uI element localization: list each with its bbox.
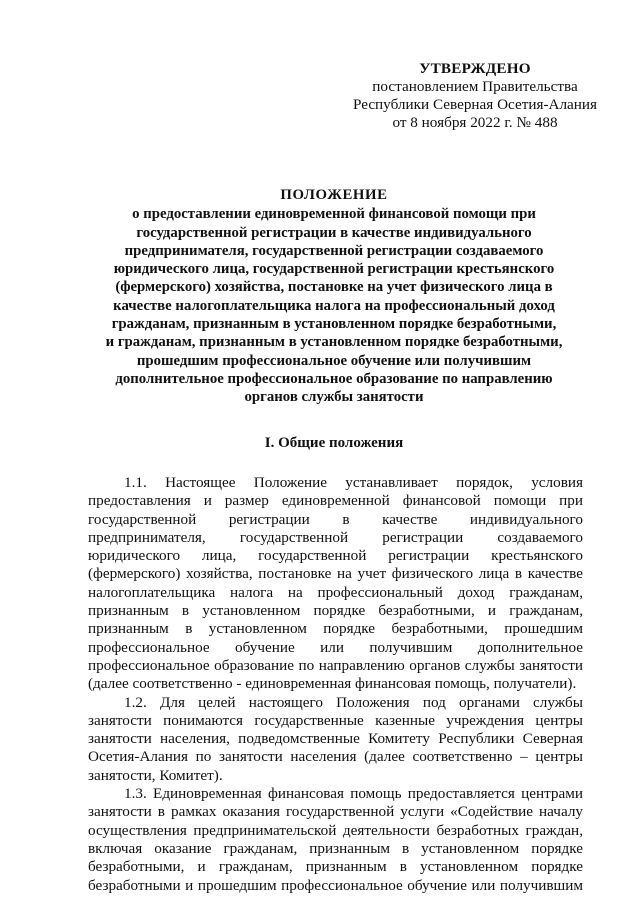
document-title: ПОЛОЖЕНИЕ: [280, 187, 388, 203]
paragraph-1-2: 1.2. Для целей настоящего Положения под органами службы занятости понимаются государственные казенные учреждения центры занятости населения, подведомственные Комитету Республики Северная Осетия-Алания по занятости населения (далее соответственно – центры занятости, Комитет).: [88, 693, 583, 784]
approval-stamp: УТВЕРЖДЕНО: [419, 60, 531, 77]
paragraph-1-3: 1.3. Единовременная финансовая помощь предоставляется центрами занятости в рамках оказания государственной услуги «Содействие началу осуществления предпринимательской деятельности безработных граждан, включая оказание гражданам, признанным в установленном порядке безработными, и гражданам, признанным в установленном порядке безработными и прошедшим профессиональное обучение или получившим: [88, 785, 583, 894]
title-line: прошедшим профессиональное обучение или получившим: [136, 352, 532, 369]
approval-line: Республики Северная Осетия-Алания: [352, 96, 598, 113]
approval-line: от 8 ноября 2022 г. № 488: [392, 114, 558, 131]
title-line: органов службы занятости: [244, 389, 424, 406]
paragraph-1-1: 1.1. Настоящее Положение устанавливает порядок, условия предоставления и размер единовременной финансовой помощи при государственной регистрации в качестве индивидуального предпринимателя, государственной регистрации создаваемого юридического лица, государственной регистрации крестьянского (фермерского) хозяйства, постановке на учет физического лица в качестве налогоплательщика налога на профессиональный доход гражданам, признанным в установленном порядке безработными, и гражданам, признанным в установленном порядке безработными, прошедшим профессиональное обучение или получившим дополнительное профессиональное образование по направлению органов службы занятости (далее соответственно - единовременная финансовая помощь, получатели).: [88, 474, 583, 693]
document-body: [88, 474, 583, 895]
title-line: о предоставлении единовременной финансовой помощи при: [132, 206, 536, 223]
section-heading: I. Общие положения: [264, 435, 404, 451]
title-line: гражданам, признанным в установленном порядке безработными,: [111, 316, 557, 333]
title-line: (фермерского) хозяйства, постановке на учет физического лица в: [115, 279, 553, 296]
approval-block: [330, 60, 620, 132]
title-line: юридического лица, государственной регистрации крестьянского: [113, 261, 555, 278]
title-line: и гражданам, признанным в установленном порядке безработными,: [105, 334, 563, 351]
approval-line: постановлением Правительства: [372, 78, 578, 95]
title-line: государственной регистрации в качестве индивидуального: [136, 224, 532, 241]
title-line: качестве налогоплательщика налога на профессиональный доход: [113, 297, 555, 314]
title-line: дополнительное профессиональное образование по направлению: [115, 370, 553, 387]
title-line: предпринимателя, государственной регистрации создаваемого: [124, 242, 544, 259]
document-title-block: [88, 186, 580, 407]
